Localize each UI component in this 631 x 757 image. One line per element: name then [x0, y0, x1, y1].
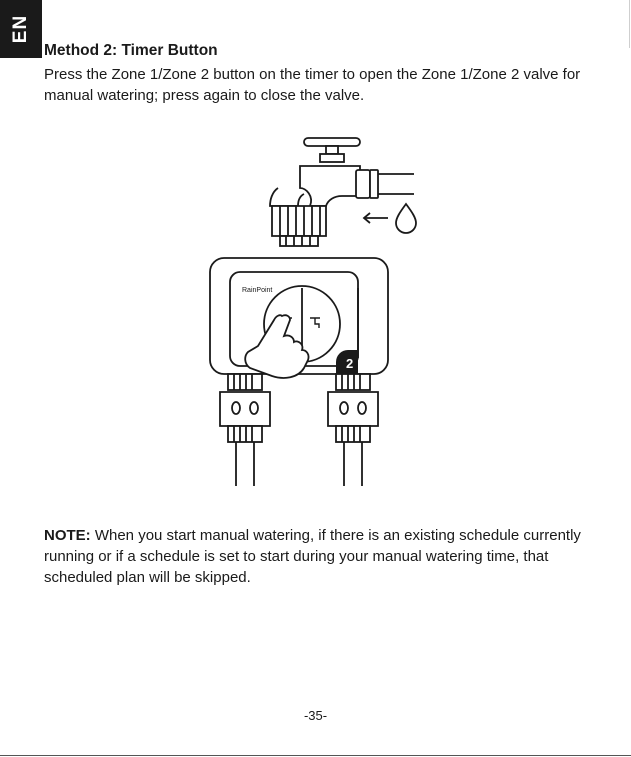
method-title: Method 2: Timer Button: [44, 42, 218, 59]
outlet-right: [328, 374, 378, 486]
language-tab: [0, 0, 42, 58]
water-drop-icon: [396, 204, 416, 233]
bottom-rule: [0, 755, 631, 756]
timer-illustration: [190, 128, 430, 490]
note-label: NOTE:: [44, 527, 91, 544]
margin-rule: [629, 0, 630, 48]
brand-label: RainPoint: [242, 287, 273, 294]
arrow-left-icon: [364, 213, 388, 223]
page-number: -35-: [303, 708, 328, 723]
method-body: Press the Zone 1/Zone 2 button on the timer to open the Zone 1/Zone 2 valve for manual watering; press again to close the valve.: [44, 66, 581, 104]
outlet-left: [220, 374, 270, 486]
faucet-icon: [270, 138, 414, 246]
note-text: When you start manual watering, if there is an existing schedule currently running or if a schedule is set to start during your manual watering time, that scheduled plan will be skipped.: [44, 527, 581, 586]
language-tab-label: EN: [10, 14, 31, 44]
note-paragraph: [44, 525, 604, 588]
zone-badge: 2: [346, 356, 354, 371]
